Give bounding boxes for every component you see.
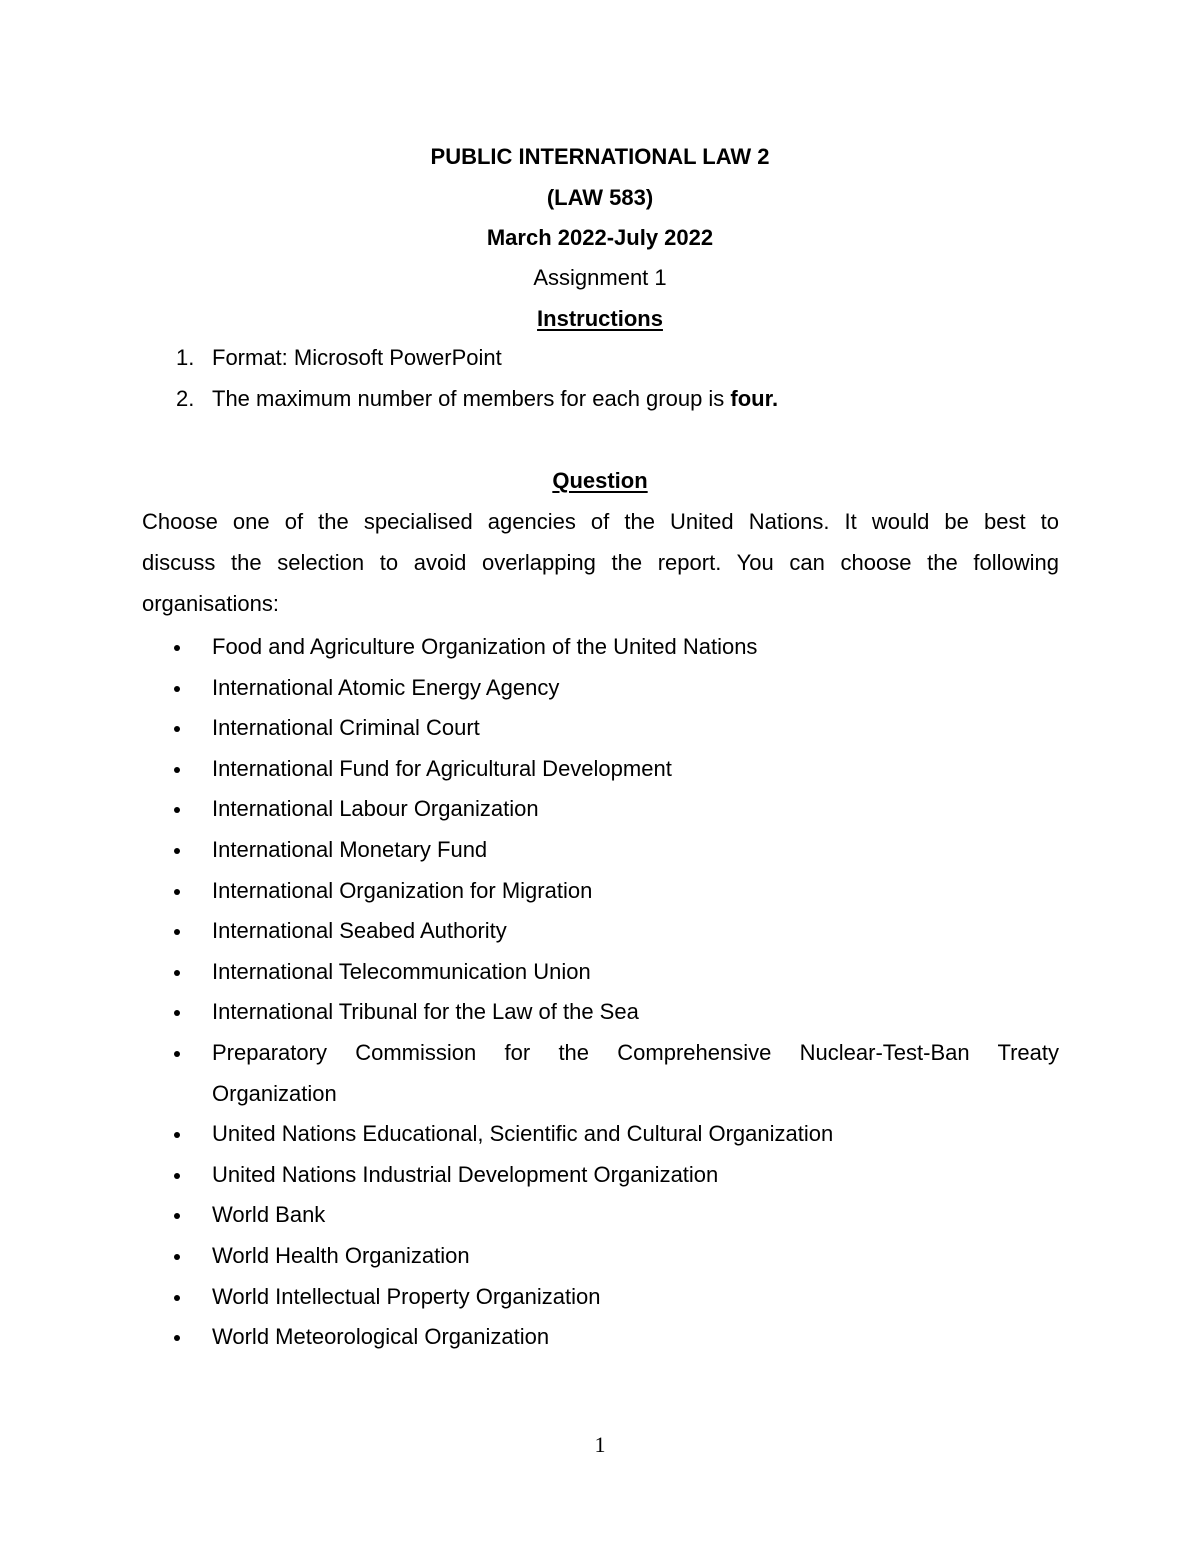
list-item: International Labour Organization [142, 789, 1059, 830]
list-item: World Bank [142, 1195, 1059, 1236]
instruction-text: Format: Microsoft PowerPoint [212, 345, 502, 370]
bullet-icon [174, 767, 180, 773]
list-item: International Tribunal for the Law of the Sea [142, 992, 1059, 1033]
semester: March 2022-July 2022 [486, 225, 714, 250]
question-heading: Question [552, 468, 648, 493]
instruction-item-1 [176, 343, 502, 373]
question-line-3: organisations: [142, 591, 279, 616]
instruction-item-2 [176, 384, 778, 414]
course-title: PUBLIC INTERNATIONAL LAW 2 [430, 144, 770, 169]
list-item: Preparatory Commission for the Comprehensive Nuclear-Test-Ban Treaty Organization [142, 1033, 1059, 1114]
bullet-icon [174, 1173, 180, 1179]
list-item: International Monetary Fund [142, 830, 1059, 871]
bullet-icon [174, 1213, 180, 1219]
instructions-heading-wrap [0, 304, 1200, 334]
list-item: United Nations Educational, Scientific and Cultural Organization [142, 1114, 1059, 1155]
list-item: International Criminal Court [142, 708, 1059, 749]
bullet-icon [174, 645, 180, 651]
list-item: World Meteorological Organization [142, 1317, 1059, 1358]
list-item: International Organization for Migration [142, 871, 1059, 912]
bullet-icon [174, 807, 180, 813]
instructions-heading: Instructions [537, 306, 663, 331]
list-item: World Health Organization [142, 1236, 1059, 1277]
bullet-icon [174, 726, 180, 732]
bullet-icon [174, 1132, 180, 1138]
instruction-number: 1. [176, 345, 195, 370]
bullet-icon [174, 1010, 180, 1016]
bullet-icon [174, 889, 180, 895]
instruction-text-bold: four. [730, 386, 779, 411]
bullet-icon [174, 848, 180, 854]
bullet-icon [174, 1295, 180, 1301]
question-heading-wrap [0, 466, 1200, 496]
bullet-icon [174, 1254, 180, 1260]
instruction-number: 2. [176, 386, 195, 411]
question-line-2: discuss the selection to avoid overlapping the report. You can choose the following [142, 550, 1059, 575]
assignment-label: Assignment 1 [533, 265, 667, 290]
bullet-icon [174, 686, 180, 692]
list-item: World Intellectual Property Organization [142, 1277, 1059, 1318]
bullet-icon [174, 1335, 180, 1341]
organisation-list [142, 627, 1059, 1358]
instruction-text: The maximum number of members for each group is [212, 386, 731, 411]
list-item: International Seabed Authority [142, 911, 1059, 952]
list-item: International Telecommunication Union [142, 952, 1059, 993]
bullet-icon [174, 970, 180, 976]
question-paragraph [142, 501, 1059, 624]
question-line-1: Choose one of the specialised agencies of the United Nations. It would be best to [142, 509, 1059, 534]
course-code: (LAW 583) [546, 185, 654, 210]
bullet-icon [174, 929, 180, 935]
list-item: Food and Agriculture Organization of the United Nations [142, 627, 1059, 668]
list-item: International Fund for Agricultural Development [142, 749, 1059, 790]
bullet-icon [174, 1051, 180, 1057]
list-item: United Nations Industrial Development Organization [142, 1155, 1059, 1196]
list-item: International Atomic Energy Agency [142, 668, 1059, 709]
page-number: 1 [594, 1432, 606, 1457]
